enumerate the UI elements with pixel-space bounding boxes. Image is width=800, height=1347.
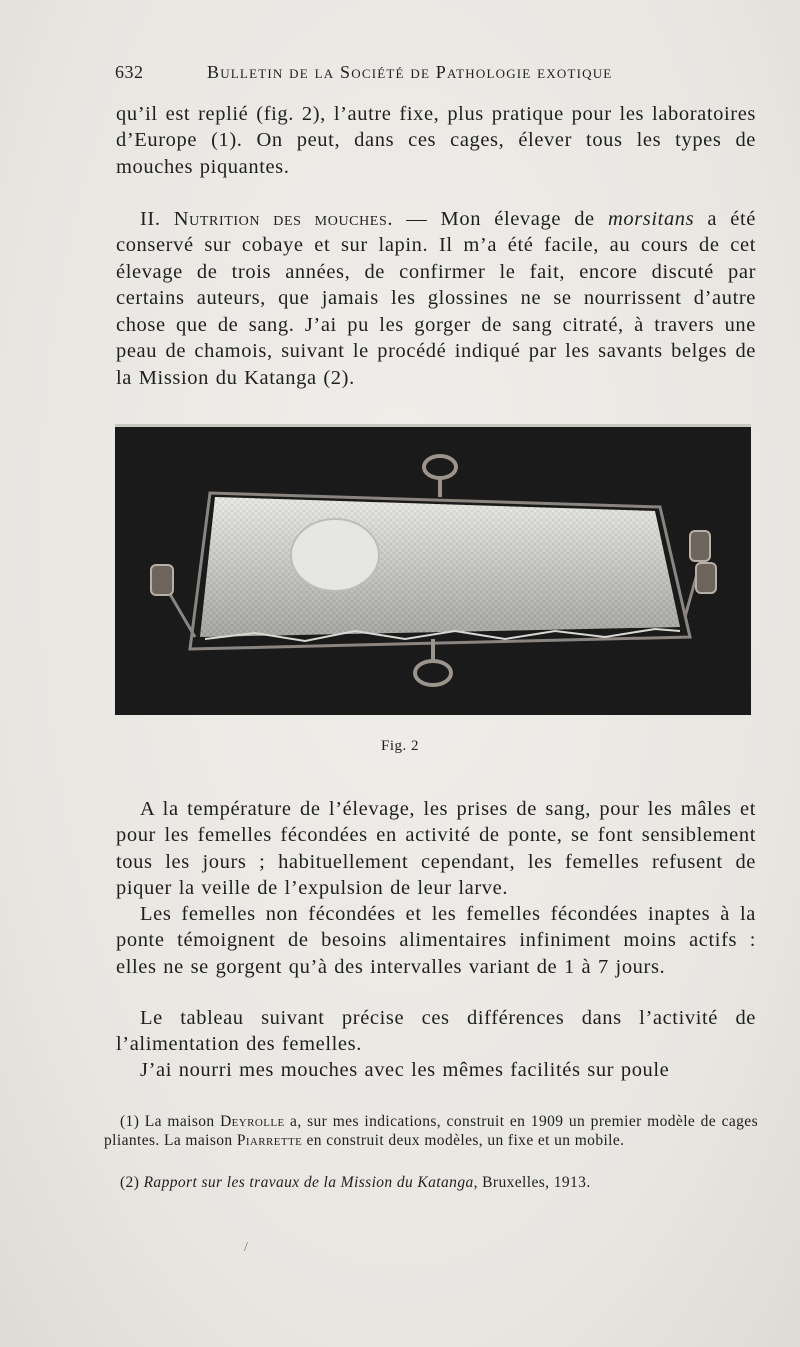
section-title: Nutrition des mouches. xyxy=(173,207,394,230)
footnote-1-text-c: en construit deux modèles, un fixe et un mobile. xyxy=(302,1131,625,1149)
paragraph-poultry: J’ai nourri mes mouches avec les mêmes facilités sur poule xyxy=(140,1058,670,1081)
paragraph-section-ii xyxy=(116,206,756,392)
paragraph-continuation: qu’il est replié (fig. 2), l’autre fixe, plus pratique pour les laboratoires d’Europe (1). On peut, dans ces cages, élever tous les types de mouches piquantes. xyxy=(116,102,756,178)
footnote-1-text-b: a, sur mes indications, construit en 1909 un premier modèle de cages pliantes. La maison xyxy=(104,1112,758,1149)
section-text-a: — Mon élevage de xyxy=(393,207,608,230)
page-header xyxy=(115,62,755,88)
stray-mark: / xyxy=(244,1240,248,1255)
section-text-b: a été conservé sur cobaye et sur lapin. Il m’a été facile, au cours de cet élevage de trois années, de confirmer le fait, encore discuté par certains auteurs, que jamais les glossines ne se nourrissent d’autre chose que de sang. J’ai pu les gorger de sang citraté, à travers une peau de chamois, suivant le procédé indiqué par les savants belges de la Mission du Katanga (2). xyxy=(116,207,756,389)
footnote-1 xyxy=(104,1112,758,1150)
figure-photo-cage xyxy=(115,424,751,715)
paragraph-females: Les femelles non fécondées et les femelles fécondées inaptes à la ponte témoignent de besoins alimentaires infiniment moins actifs : elles ne se gorgent qu’à des intervalles variant de 1 à 7 jours. xyxy=(116,902,756,978)
footnote-2-title: Rapport sur les travaux de la Mission du Katanga xyxy=(143,1173,474,1191)
section-number: II. xyxy=(140,207,174,230)
species-name: morsitans xyxy=(607,207,695,230)
footnote-1-name-2: Piarrette xyxy=(236,1131,303,1149)
footnote-2-marker: (2) xyxy=(120,1173,144,1191)
footnote-2 xyxy=(104,1173,758,1192)
running-title: Bulletin de la Société de Pathologie exotique xyxy=(207,62,613,82)
figure-caption: Fig. 2 xyxy=(380,738,419,754)
paragraph-table: Le tableau suivant précise ces différences dans l’activité de l’alimentation des femelles. xyxy=(116,1006,756,1055)
cage-photo-illustration xyxy=(115,427,751,715)
page-number: 632 xyxy=(115,62,144,82)
paragraph-temperature: A la température de l’élevage, les prises de sang, pour les mâles et pour les femelles fécondées en activité de ponte, se font sensiblement tous les jours ; habituellement cependant, les femelles refusent de piquer la veille de l’expulsion de leur larve. xyxy=(116,797,756,899)
footnote-2-text-b: , Bruxelles, 1913. xyxy=(473,1173,591,1191)
footnote-1-name-1: Deyrolle xyxy=(220,1112,285,1130)
footnote-1-text-a: (1) La maison xyxy=(120,1112,221,1130)
